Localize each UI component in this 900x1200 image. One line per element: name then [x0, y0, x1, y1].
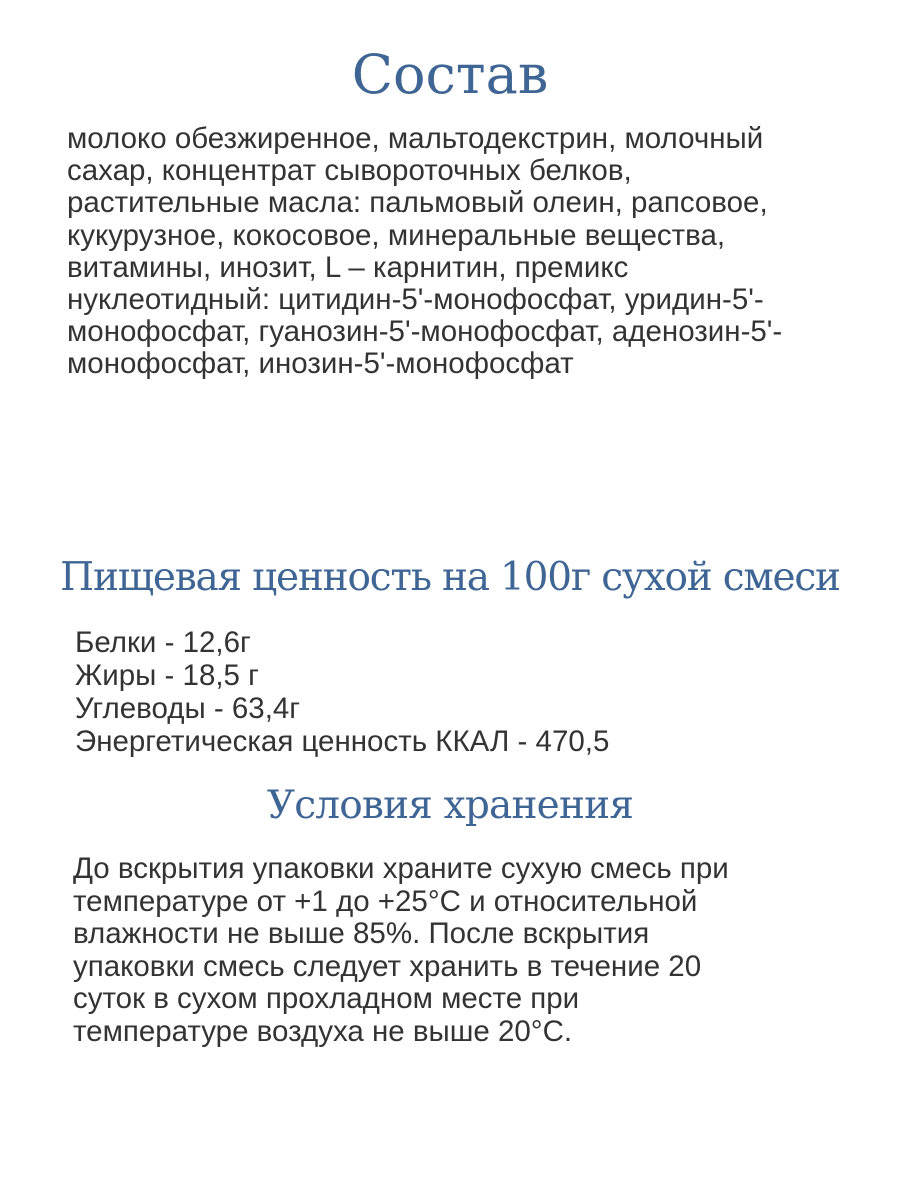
- composition-line: молоко обезжиренное, мальтодекстрин, молочный: [67, 122, 764, 155]
- storage-heading: Условия хранения: [266, 783, 634, 828]
- storage-line: суток в сухом прохладном месте при: [73, 982, 580, 1016]
- composition-line: витамины, инозит, L – карнитин, премикс: [67, 250, 629, 284]
- composition-line: монофосфат, гуанозин-5'-монофосфат, аденозин-5'-: [67, 315, 783, 349]
- composition-text: [67, 123, 857, 381]
- composition-line: кукурузное, кокосовое, минеральные вещества,: [67, 218, 726, 252]
- nutrition-item-fat: Жиры - 18,5 г: [75, 659, 259, 692]
- composition-line: сахар, концентрат сывороточных белков,: [67, 154, 632, 188]
- nutrition-item-protein: Белки - 12,6г: [75, 626, 251, 659]
- composition-heading: Состав: [351, 43, 549, 106]
- composition-line: монофосфат, инозин-5'-монофосфат: [67, 347, 574, 381]
- storage-line: упаковки смесь следует хранить в течение 20: [73, 949, 702, 983]
- composition-line: растительные масла: пальмовый олеин, рапсовое,: [67, 186, 768, 220]
- nutrition-list: [75, 626, 855, 758]
- storage-text: [73, 853, 863, 1049]
- composition-line: нуклеотидный: цитидин-5'-монофосфат, уридин-5'-: [67, 283, 764, 317]
- storage-line: температуре от +1 до +25°С и относительной: [73, 884, 698, 918]
- storage-line: До вскрытия упаковки храните сухую смесь при: [73, 852, 729, 885]
- nutrition-item-energy: Энергетическая ценность ККАЛ - 470,5: [75, 725, 610, 758]
- storage-line: температуре воздуха не выше 20°С.: [73, 1014, 573, 1048]
- storage-line: влажности не выше 85%. После вскрытия: [73, 917, 650, 951]
- nutrition-item-carbohydrates: Углеводы - 63,4г: [75, 692, 301, 725]
- nutrition-heading: Пищевая ценность на 100г сухой смеси: [60, 555, 840, 600]
